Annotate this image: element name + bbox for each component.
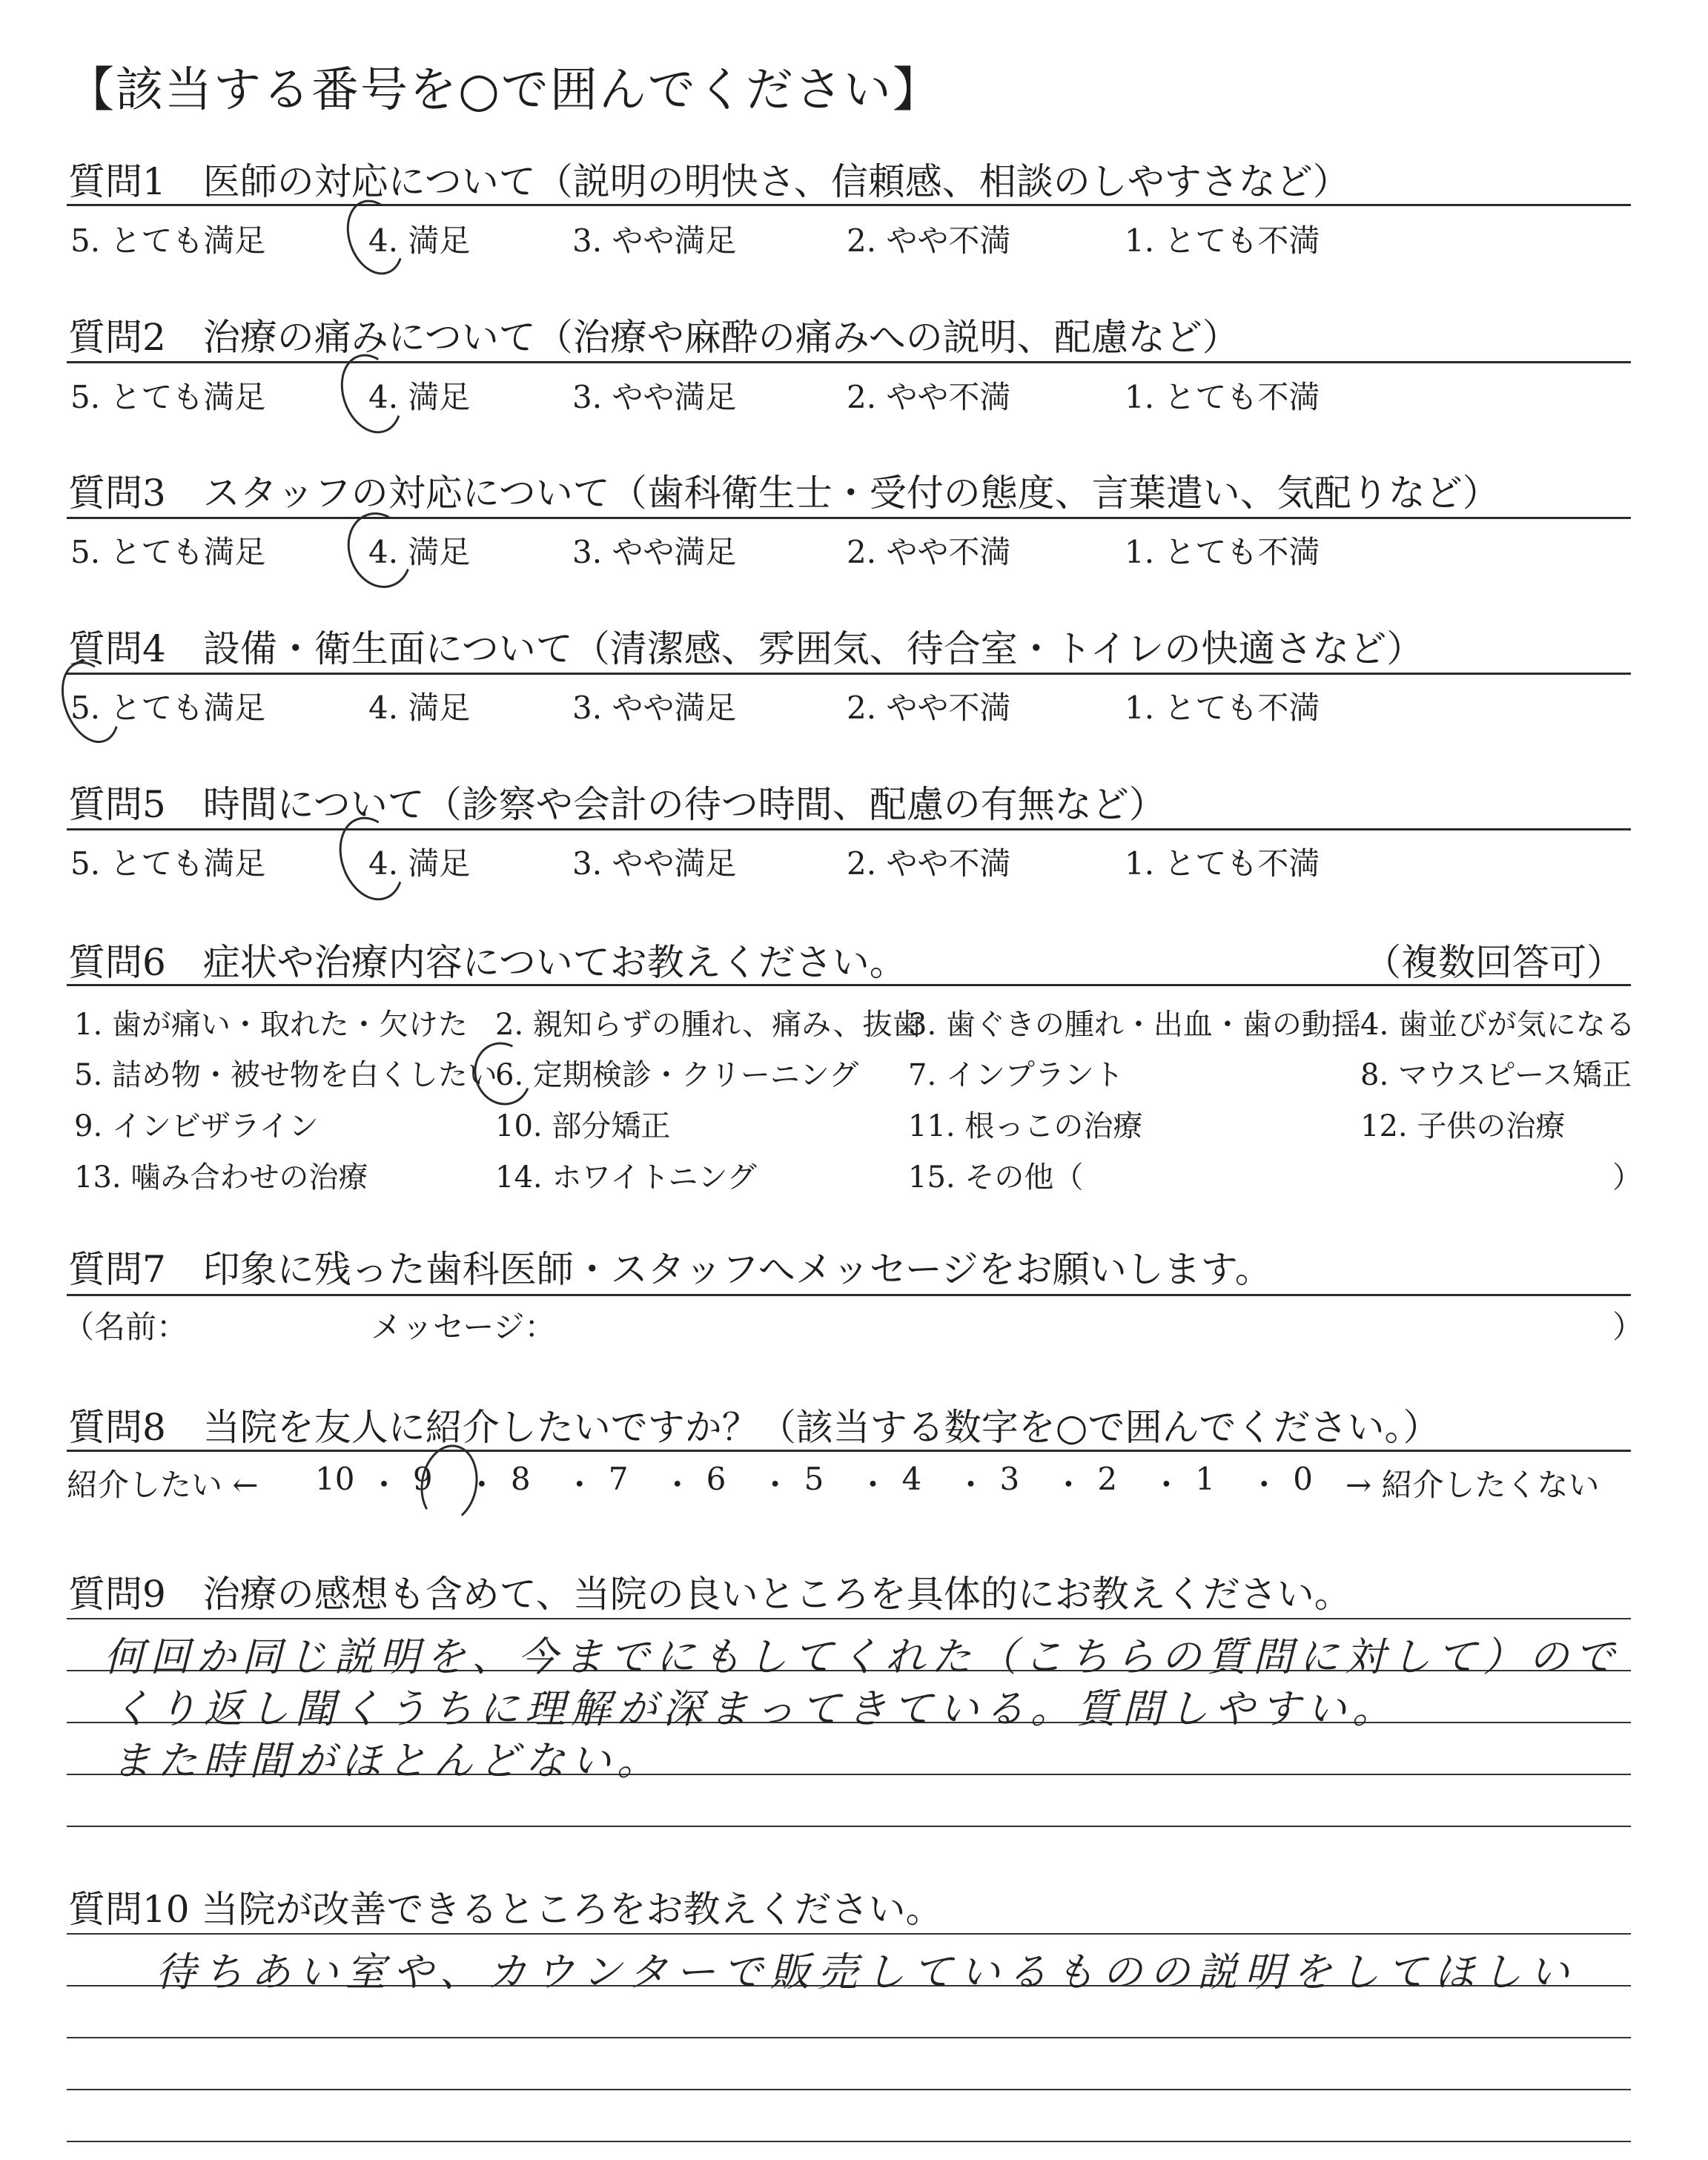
q2-option-4[interactable]: 4. 満足 [368, 379, 471, 415]
instruction-header: 【該当する番号を○で囲んでください】 [67, 63, 941, 118]
q8-scale-4[interactable]: 4 [901, 1461, 922, 1497]
q6-rule [67, 984, 1631, 986]
q8-rule [67, 1450, 1631, 1452]
q4-rule [67, 673, 1631, 675]
q7-name-label: （名前： [63, 1309, 188, 1345]
q6-option-15[interactable]: 15. その他（ [908, 1160, 1084, 1195]
q6-option-13[interactable]: 13. 噛み合わせの治療 [74, 1160, 368, 1195]
q8-scale-0[interactable]: 0 [1293, 1461, 1313, 1497]
q6-option-9[interactable]: 9. インビザライン [74, 1109, 319, 1143]
q3-rule [67, 517, 1631, 519]
q4-option-2[interactable]: 2. やや不満 [847, 690, 1011, 726]
q8-scale-7[interactable]: 7 [608, 1461, 629, 1497]
q7-rule [67, 1294, 1631, 1296]
q5-title: 質問5 時間について（診察や会計の待つ時間、配慮の有無など） [68, 783, 1166, 826]
q1-title: 質問1 医師の対応について（説明の明快さ、信頼感、相談のしやすさなど） [68, 160, 1350, 203]
q2-rule [67, 361, 1631, 363]
q4-title: 質問4 設備・衛生面について（清潔感、雰囲気、待合室・トイレの快適さなど） [68, 627, 1424, 670]
q6-title: 質問6 症状や治療内容についてお教えください。 [68, 941, 907, 984]
q3-option-3[interactable]: 3. やや満足 [572, 534, 737, 570]
q5-option-2[interactable]: 2. やや不満 [847, 845, 1011, 882]
q6-multiple-note: （複数回答可） [1364, 941, 1623, 984]
q1-option-4[interactable]: 4. 満足 [368, 222, 471, 259]
q10-title: 質問10 当院が改善できるところをお教えください。 [68, 1888, 943, 1931]
q4-option-1[interactable]: 1. とても不満 [1125, 690, 1320, 726]
q8-scale-separator: ・ [1053, 1467, 1085, 1503]
q8-scale-separator: ・ [857, 1467, 889, 1503]
q8-scale-separator: ・ [955, 1467, 987, 1503]
q6-option-4[interactable]: 4. 歯並びが気になる [1360, 1008, 1635, 1042]
q1-option-3[interactable]: 3. やや満足 [572, 222, 737, 259]
q3-option-4[interactable]: 4. 満足 [368, 534, 471, 570]
q6-option-14[interactable]: 14. ホワイトニング [495, 1160, 757, 1195]
q1-option-2[interactable]: 2. やや不満 [847, 222, 1011, 259]
q6-option-1[interactable]: 1. 歯が痛い・取れた・欠けた [74, 1008, 468, 1042]
q6-option-11[interactable]: 11. 根っこの治療 [908, 1109, 1143, 1143]
q7-title: 質問7 印象に残った歯科医師・スタッフへメッセージをお願いします。 [68, 1248, 1272, 1291]
q2-option-5[interactable]: 5. とても満足 [70, 379, 266, 415]
q2-option-2[interactable]: 2. やや不満 [847, 379, 1011, 415]
q8-scale-separator: ・ [1151, 1467, 1182, 1503]
q6-option-3[interactable]: 3. 歯ぐきの腫れ・出血・歯の動揺 [908, 1008, 1361, 1042]
q6-option-10[interactable]: 10. 部分矯正 [495, 1109, 671, 1143]
q8-right-label: → 紹介したくない [1345, 1467, 1600, 1503]
q3-title: 質問3 スタッフの対応について（歯科衛生士・受付の態度、言葉遣い、気配りなど） [68, 472, 1500, 515]
q9-line-1 [67, 1618, 1631, 1619]
q4-option-5[interactable]: 5. とても満足 [70, 690, 266, 726]
q8-scale-separator: ・ [466, 1467, 497, 1503]
q10-line-4 [67, 2089, 1631, 2090]
q2-option-1[interactable]: 1. とても不満 [1125, 379, 1320, 415]
q1-option-1[interactable]: 1. とても不満 [1125, 222, 1320, 259]
q6-option-7[interactable]: 7. インプラント [908, 1058, 1124, 1092]
q8-scale-10[interactable]: 10 [315, 1461, 355, 1497]
q2-title: 質問2 治療の痛みについて（治療や麻酔の痛みへの説明、配慮など） [68, 316, 1239, 359]
q8-title: 質問8 当院を友人に紹介したいですか？（該当する数字を○で囲んでください。） [68, 1406, 1440, 1449]
q6-other-close-paren: ） [1612, 1160, 1642, 1195]
q8-scale-1[interactable]: 1 [1195, 1461, 1215, 1497]
q8-scale-separator: ・ [661, 1467, 693, 1503]
q1-rule [67, 204, 1631, 206]
q8-scale-5[interactable]: 5 [804, 1461, 824, 1497]
q5-option-4[interactable]: 4. 満足 [368, 845, 471, 882]
q3-option-5[interactable]: 5. とても満足 [70, 534, 266, 570]
q6-option-5[interactable]: 5. 詰め物・被せ物を白くしたい [74, 1058, 497, 1092]
q8-scale-2[interactable]: 2 [1097, 1461, 1118, 1497]
q8-scale-3[interactable]: 3 [999, 1461, 1020, 1497]
q8-selection-circle [414, 1440, 483, 1527]
q8-scale-8[interactable]: 8 [510, 1461, 531, 1497]
q6-option-2[interactable]: 2. 親知らずの腫れ、痛み、抜歯 [495, 1008, 922, 1042]
q10-line-3 [67, 2037, 1631, 2038]
q10-line-5 [67, 2141, 1631, 2142]
q8-scale-separator: ・ [368, 1467, 400, 1503]
q1-option-5[interactable]: 5. とても満足 [70, 222, 266, 259]
q9-line-5 [67, 1826, 1631, 1827]
q9-answer-line-1: 何回か同じ説明を、今までにもしてくれた（こちらの質問に対して）ので [104, 1634, 1621, 1680]
q6-selection-circle [466, 1034, 540, 1114]
q2-option-3[interactable]: 3. やや満足 [572, 379, 737, 415]
q9-title: 質問9 治療の感想も含めて、当院の良いところを具体的にお教えください。 [68, 1573, 1351, 1616]
q5-option-5[interactable]: 5. とても満足 [70, 845, 266, 882]
q10-answer-line-1: 待ちあい室や、カウンターで販売しているものの説明をしてほしい [156, 1949, 1577, 1995]
q8-scale-separator: ・ [1248, 1467, 1280, 1503]
q9-answer-line-2: くり返し聞くうちに理解が深まってきている。質問しやすい。 [111, 1685, 1398, 1732]
q10-line-1 [67, 1933, 1631, 1935]
q7-message-label: メッセージ： [371, 1309, 556, 1345]
q8-scale-separator: ・ [759, 1467, 791, 1503]
q6-option-8[interactable]: 8. マウスピース矯正 [1360, 1058, 1632, 1092]
q8-scale-9[interactable]: 9 [412, 1461, 433, 1497]
q8-left-label: 紹介したい ← [67, 1467, 259, 1503]
q6-option-6[interactable]: 6. 定期検診・クリーニング [495, 1058, 859, 1092]
q3-option-1[interactable]: 1. とても不満 [1125, 534, 1320, 570]
q4-option-4[interactable]: 4. 満足 [368, 690, 471, 726]
q5-option-1[interactable]: 1. とても不満 [1125, 845, 1320, 882]
q5-rule [67, 828, 1631, 830]
q4-option-3[interactable]: 3. やや満足 [572, 690, 737, 726]
q3-option-2[interactable]: 2. やや不満 [847, 534, 1011, 570]
q8-scale-separator: ・ [563, 1467, 595, 1503]
q9-answer-line-3: また時間がほとんどない。 [111, 1737, 663, 1784]
q6-option-12[interactable]: 12. 子供の治療 [1360, 1109, 1566, 1143]
q7-close-paren: ） [1612, 1309, 1644, 1345]
q5-option-3[interactable]: 3. やや満足 [572, 845, 737, 882]
q8-scale-6[interactable]: 6 [706, 1461, 726, 1497]
